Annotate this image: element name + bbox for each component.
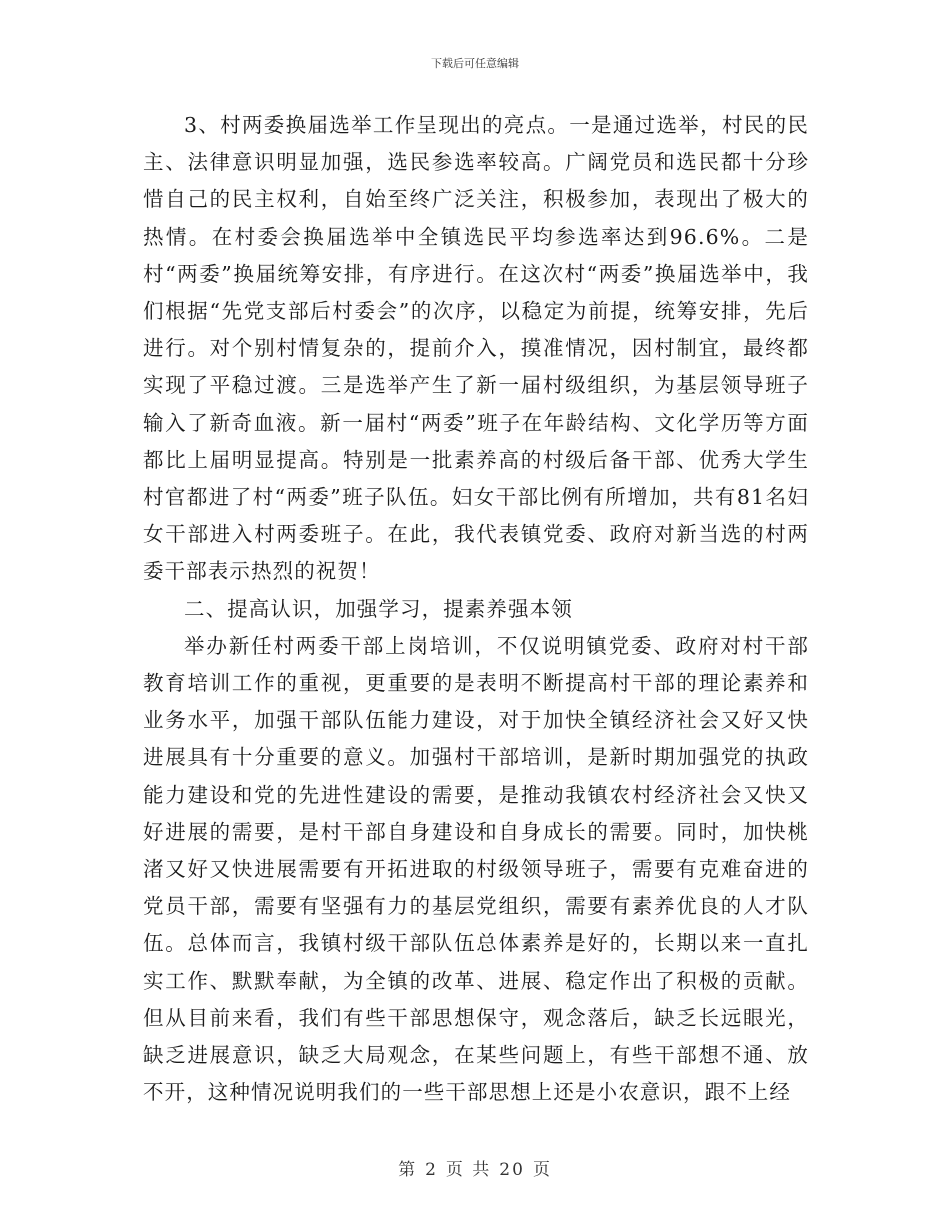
- footer-suffix: 页: [532, 1160, 552, 1180]
- paragraph-highlights: 3、村两委换届选举工作呈现出的亮点。一是通过选举，村民的民主、法律意识明显加强，选民参选率较高。广阔党员和选民都十分珍惜自己的民主权利，自始至终广泛关注，积极参加，表现出了极大的热情。在村委会换届选举中全镇选民平均参选率达到96.6%。二是村“两委”换届统筹安排，有序进行。在这次村“两委”换届选举中，我们根据“先党支部后村委会”的次序，以稳定为前提，统筹安排，先后进行。对个别村情复杂的，提前介入，摸准情况，因村制宜，最终都实现了平稳过渡。三是选举产生了新一届村级组织，为基层领导班子输入了新奇血液。新一届村“两委”班子在年龄结构、文化学历等方面都比上届明显提高。特别是一批素养高的村级后备干部、优秀大学生村官都进了村“两委”班子队伍。妇女干部比例有所增加，共有81名妇女干部进入村两委班子。在此，我代表镇党委、政府对新当选的村两委干部表示热烈的祝贺！: [143, 113, 809, 584]
- section-heading: 二、提高认识，加强学习，提素养强本领: [184, 596, 573, 621]
- footer-middle: 页 共: [445, 1160, 492, 1180]
- document-body: [143, 107, 809, 1111]
- footer-total-pages: 20: [499, 1160, 525, 1180]
- paragraph-training: 举办新任村两委干部上岗培训，不仅说明镇党委、政府对村干部教育培训工作的重视，更重要的是表明不断提高村干部的理论素养和业务水平，加强干部队伍能力建设，对于加快全镇经济社会又好又快进展具有十分重要的意义。加强村干部培训，是新时期加强党的执政能力建设和党的先进性建设的需要，是推动我镇农村经济社会又快又好进展的需要，是村干部自身建设和自身成长的需要。同时，加快桃渚又好又快进展需要有开拓进取的村级领导班子，需要有克难奋进的党员干部，需要有坚强有力的基层党组织，需要有素养优良的人才队伍。总体而言，我镇村级干部队伍总体素养是好的，长期以来一直扎实工作、默默奉献，为全镇的改革、进展、稳定作出了积极的贡献。但从目前来看，我们有些干部思想保守，观念落后，缺乏长远眼光，缺乏进展意识，缺乏大局观念，在某些问题上，有些干部想不通、放不开，这种情况说明我们的一些干部思想上还是小农意识，跟不上经: [143, 633, 809, 1105]
- footer-page-number: 2: [425, 1160, 438, 1180]
- page-header: 下载后可任意编辑: [431, 57, 519, 70]
- page-footer: [0, 1155, 950, 1180]
- footer-prefix: 第: [398, 1160, 418, 1180]
